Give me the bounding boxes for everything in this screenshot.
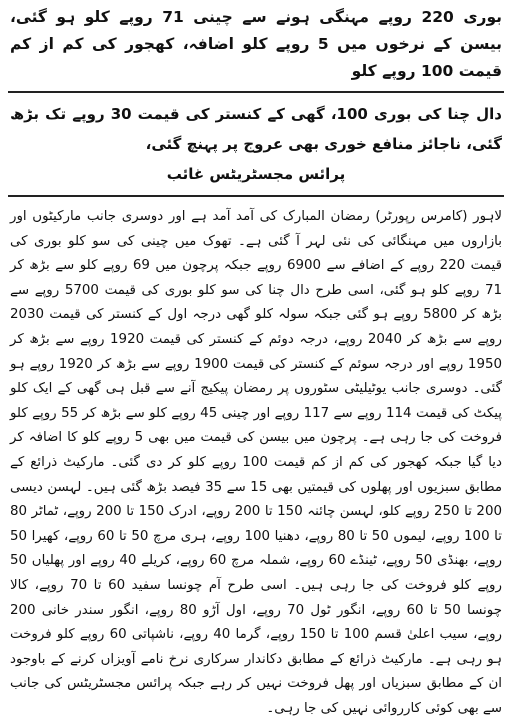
dateline: لاہور (کامرس رپورٹر) bbox=[375, 209, 502, 224]
news-article bbox=[8, 4, 504, 721]
article-body bbox=[8, 205, 504, 721]
headline-divider bbox=[8, 195, 504, 197]
article-body-text: رمضان المبارک کی آمد آمد ہے اور دوسری جانب مارکیٹوں اور بازاروں میں مہنگائی کی نئی لہر آ گئی ہے۔ تھوک میں چینی کی سو کلو بوری کی قیمت 220 روپے کے اضافے سے 6900 روپے جبکہ پرچون میں 69 روپے کلو سے بڑھ کر 71 روپے کلو ہو گئی، اسی طرح دال چنا کی سو کلو بوری کی قیمت 5700 روپے سے بڑھ کر 5800 روپے ہو گئی جبکہ سولہ کلو گھی درجہ اول کے کنستر کی قیمت 2030 روپے سے بڑھ کر 2040 روپے، درجہ دوئم کے کنستر کی قیمت 1920 روپے سے بڑھ کر 1950 روپے اور درجہ سوئم کے کنستر کی قیمت 1900 روپے سے بڑھ کر 1920 روپے ہو گئی۔ دوسری جانب یوٹیلیٹی سٹوروں پر رمضان پیکیج آنے سے قبل ہی گھی کے ایک کلو پیکٹ کی قیمت 114 روپے سے 117 روپے اور چینی 45 روپے کلو سے بڑھ کر 55 روپے کلو فروخت کی جا رہی ہے۔ پرچون میں بیسن کی قیمت میں بھی 5 روپے کلو کا اضافہ کر دیا گیا جبکہ کھجور کی کم از کم قیمت 100 روپے کلو کر دی گئی۔ مارکیٹ ذرائع کے مطابق سبزیوں اور پھلوں کی قیمتیں بھی 15 سے 35 فیصد بڑھ گئی ہیں۔ لہسن دیسی 200 تا 250 روپے کلو، لہسن چائنہ 150 تا 200 روپے، ادرک 150 تا 200 روپے، ٹماٹر 80 تا 100 روپے، لیموں 50 تا 80 روپے، دھنیا 100 روپے، ہری مرچ 50 تا 60 روپے، کھیرا 50 روپے، بھنڈی 50 روپے، ٹینڈے 60 روپے، شملہ مرچ 60 روپے، کریلے 40 روپے اور پھلیاں 50 روپے کلو فروخت کی جا رہی ہیں۔ اسی طرح آم چونسا سفید 60 تا 70 روپے، کالا چونسا 50 تا 60 روپے، انگور ٹول 70 روپے، اول آڑو 80 روپے، انگور سندر خانی 200 روپے، سیب اعلیٰ قسم 100 تا 150 روپے، گرما 40 روپے، ناشپاتی 60 روپے کلو فروخت ہو رہی ہے۔ مارکیٹ ذرائع کے مطابق دکاندار سرکاری نرخ نامے آویزاں کرنے کے باوجود ان کے مطابق سبزیاں اور پھل فروخت نہیں کر رہے جبکہ پرائس مجسٹریٹس کی جانب سے بھی کوئی کارروائی نہیں کی جا رہی۔ bbox=[10, 209, 503, 716]
main-headline: بوری 220 روپے مہنگی ہونے سے چینی 71 روپے کلو ہو گئی، بیسن کے نرخوں میں 5 روپے کلو اضافہ، کھجور کی کم از کم قیمت 100 روپے کلو bbox=[10, 8, 502, 80]
sub-headline: دال چنا کی بوری 100، گھی کے کنستر کی قیمت 30 روپے تک بڑھ گئی، ناجائز منافع خوری بھی عروج پر پہنچ گئی، bbox=[10, 105, 502, 153]
subheadline-block bbox=[8, 91, 504, 189]
sub-headline-continued: پرائس مجسٹریٹس غائب bbox=[166, 165, 346, 183]
